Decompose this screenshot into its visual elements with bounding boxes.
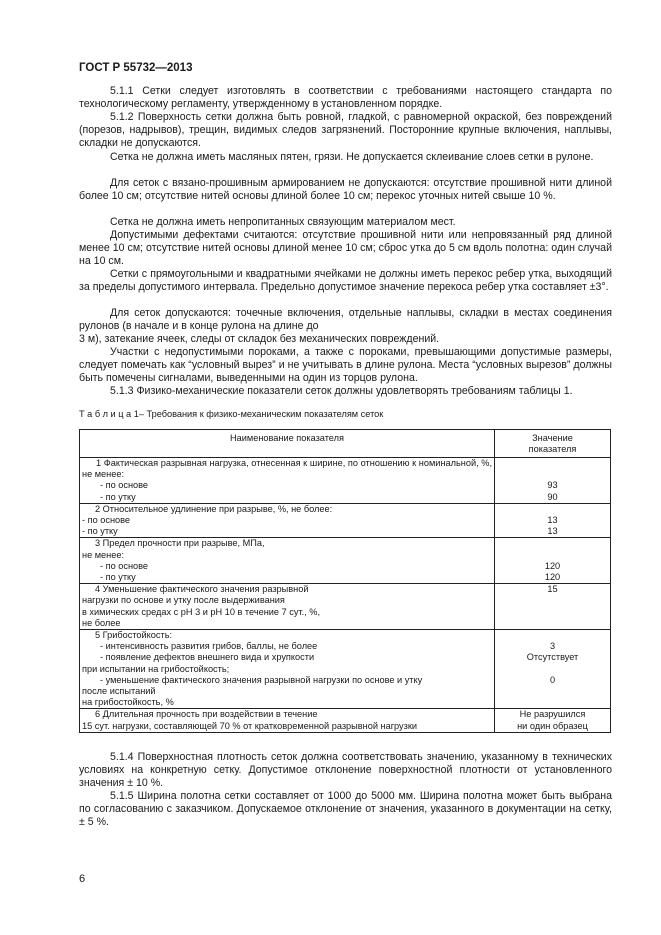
paragraph-oil-stains: Сетка не должна иметь масляных пятен, грязи. Не допускается склеивание слоев сетки в рулоне. (110, 151, 594, 163)
paragraph-permitted-inclusions: Для сеток допускаются: точечные включения, отдельные наплывы, складки в местах соединения рулонов (в начале и в конце рулона на длине до (79, 307, 612, 332)
row-5-value: 3 Отсутствует 0 (495, 630, 611, 709)
row-6-name: 6 Длительная прочность при воздействии в течение 15 сут. нагрузки, составляющей 70 % от кратковременной разрывной нагрузки (80, 709, 495, 732)
paragraph-conditional-cut: Участки с недопустимыми пороками, а также с пороками, превышающими допустимые размеры, следует помечать как “условный вырез” и не учитывать в длине рулона. Места “условных вырезов” должны быть помечены сигналами, выведенными на один из торцов рулона. (79, 346, 612, 384)
paragraph-unimpregnated: Сетка не должна иметь непропитанных связующим материалом мест. (110, 216, 456, 228)
paragraph-5-1-2: 5.1.2 Поверхность сетки должна быть ровной, гладкой, с равномерной окраской, без повреждений (порезов, надрывов), трещин, видимых следов загрязнений. Посторонние крупные включения, наплывы, складки не допускаются. (79, 111, 612, 149)
paragraph-5-1-3: 5.1.3 Физико-механические показатели сеток должны удовлетворять требованиям таблицы 1. (110, 385, 573, 397)
table-row (80, 584, 611, 630)
column-header-name: Наименование показателя (80, 430, 495, 458)
table-caption: Т а б л и ц а 1– Требования к физико-механическим показателям сеток (79, 409, 384, 419)
table-row (80, 503, 611, 538)
table-header-row (80, 430, 611, 458)
page-number: 6 (79, 873, 86, 885)
table-row (80, 538, 611, 584)
table-row (80, 630, 611, 709)
row-2-value: 13 13 (495, 503, 611, 538)
row-6-value: Не разрушился ни один образец (495, 709, 611, 732)
paragraph-allowed-defects: Допустимыми дефектами считаются: отсутствие прошивной нити или непровязанный ряд длиной менее 10 см; отсутствие нитей основы длиной менее 10 см; сброс утка до 5 см вдоль полотна: один случай на 10 см. (79, 229, 612, 267)
table-row (80, 709, 611, 732)
paragraph-stitched-reinforcement: Для сеток с вязано-прошивным армированием не допускаются: отсутствие прошивной нити длиной более 10 см; отсутствие нитей основы длиной более 10 см; перекос уточных нитей свыше 10 %. (79, 177, 612, 202)
row-3-name: 3 Предел прочности при разрыве, МПа, не менее: - по основе - по утку (80, 538, 495, 584)
row-5-name: 5 Грибостойкость: - интенсивность развития грибов, баллы, не более - появление дефектов внешнего вида и хрупкости при испытании на грибостойкость; - уменьшение фактического значения разрывной нагрузки по основе и утку после испытаний на грибостойкость, % (80, 630, 495, 709)
paragraph-skew: Сетки с прямоугольными и квадратными ячейками не должны иметь перекос ребер утка, выходящий за пределы допустимого интервала. Предельно допустимое значение перекоса ребер утка составляет ±3°. (79, 268, 612, 293)
column-header-value: Значение показателя (495, 430, 611, 458)
row-4-value: 15 (495, 584, 611, 630)
row-1-name: 1 Фактическая разрывная нагрузка, отнесенная к ширине, по отношению к номинальной, %, не менее: - по основе - по утку (80, 458, 495, 504)
table-row (80, 458, 611, 504)
paragraph-5-1-4: 5.1.4 Поверхностная плотность сеток должна соответствовать значению, указанному в технических условиях на конкретную сетку. Допустимое отклонение поверхностной плотности от установленного значения ± 10 %. (79, 751, 612, 789)
paragraph-5-1-1: 5.1.1 Сетки следует изготовлять в соответствии с требованиями настоящего стандарта по технологическому регламенту, утвержденному в установленном порядке. (79, 85, 612, 110)
paragraph-5-1-5: 5.1.5 Ширина полотна сетки составляет от 1000 до 5000 мм. Ширина полотна может быть выбрана по согласованию с заказчиком. Допускаемое отклонение от значения, указанного в документации на сетку, ± 5 %. (79, 790, 612, 828)
document-header: ГОСТ Р 55732—2013 (79, 62, 193, 74)
row-3-value: 120 120 (495, 538, 611, 584)
row-2-name: 2 Относительное удлинение при разрыве, %, не более: - по основе - по утку (80, 503, 495, 538)
row-4-name: 4 Уменьшение фактического значения разрывной нагрузки по основе и утку после выдерживания в химических средах с pH 3 и pH 10 в течение 7 сут., %, не более (80, 584, 495, 630)
paragraph-permitted-inclusions-cont: 3 м), затекание ячеек, следы от складок без механических повреждений. (79, 333, 440, 345)
requirements-table (79, 429, 611, 733)
row-1-value: 93 90 (495, 458, 611, 504)
